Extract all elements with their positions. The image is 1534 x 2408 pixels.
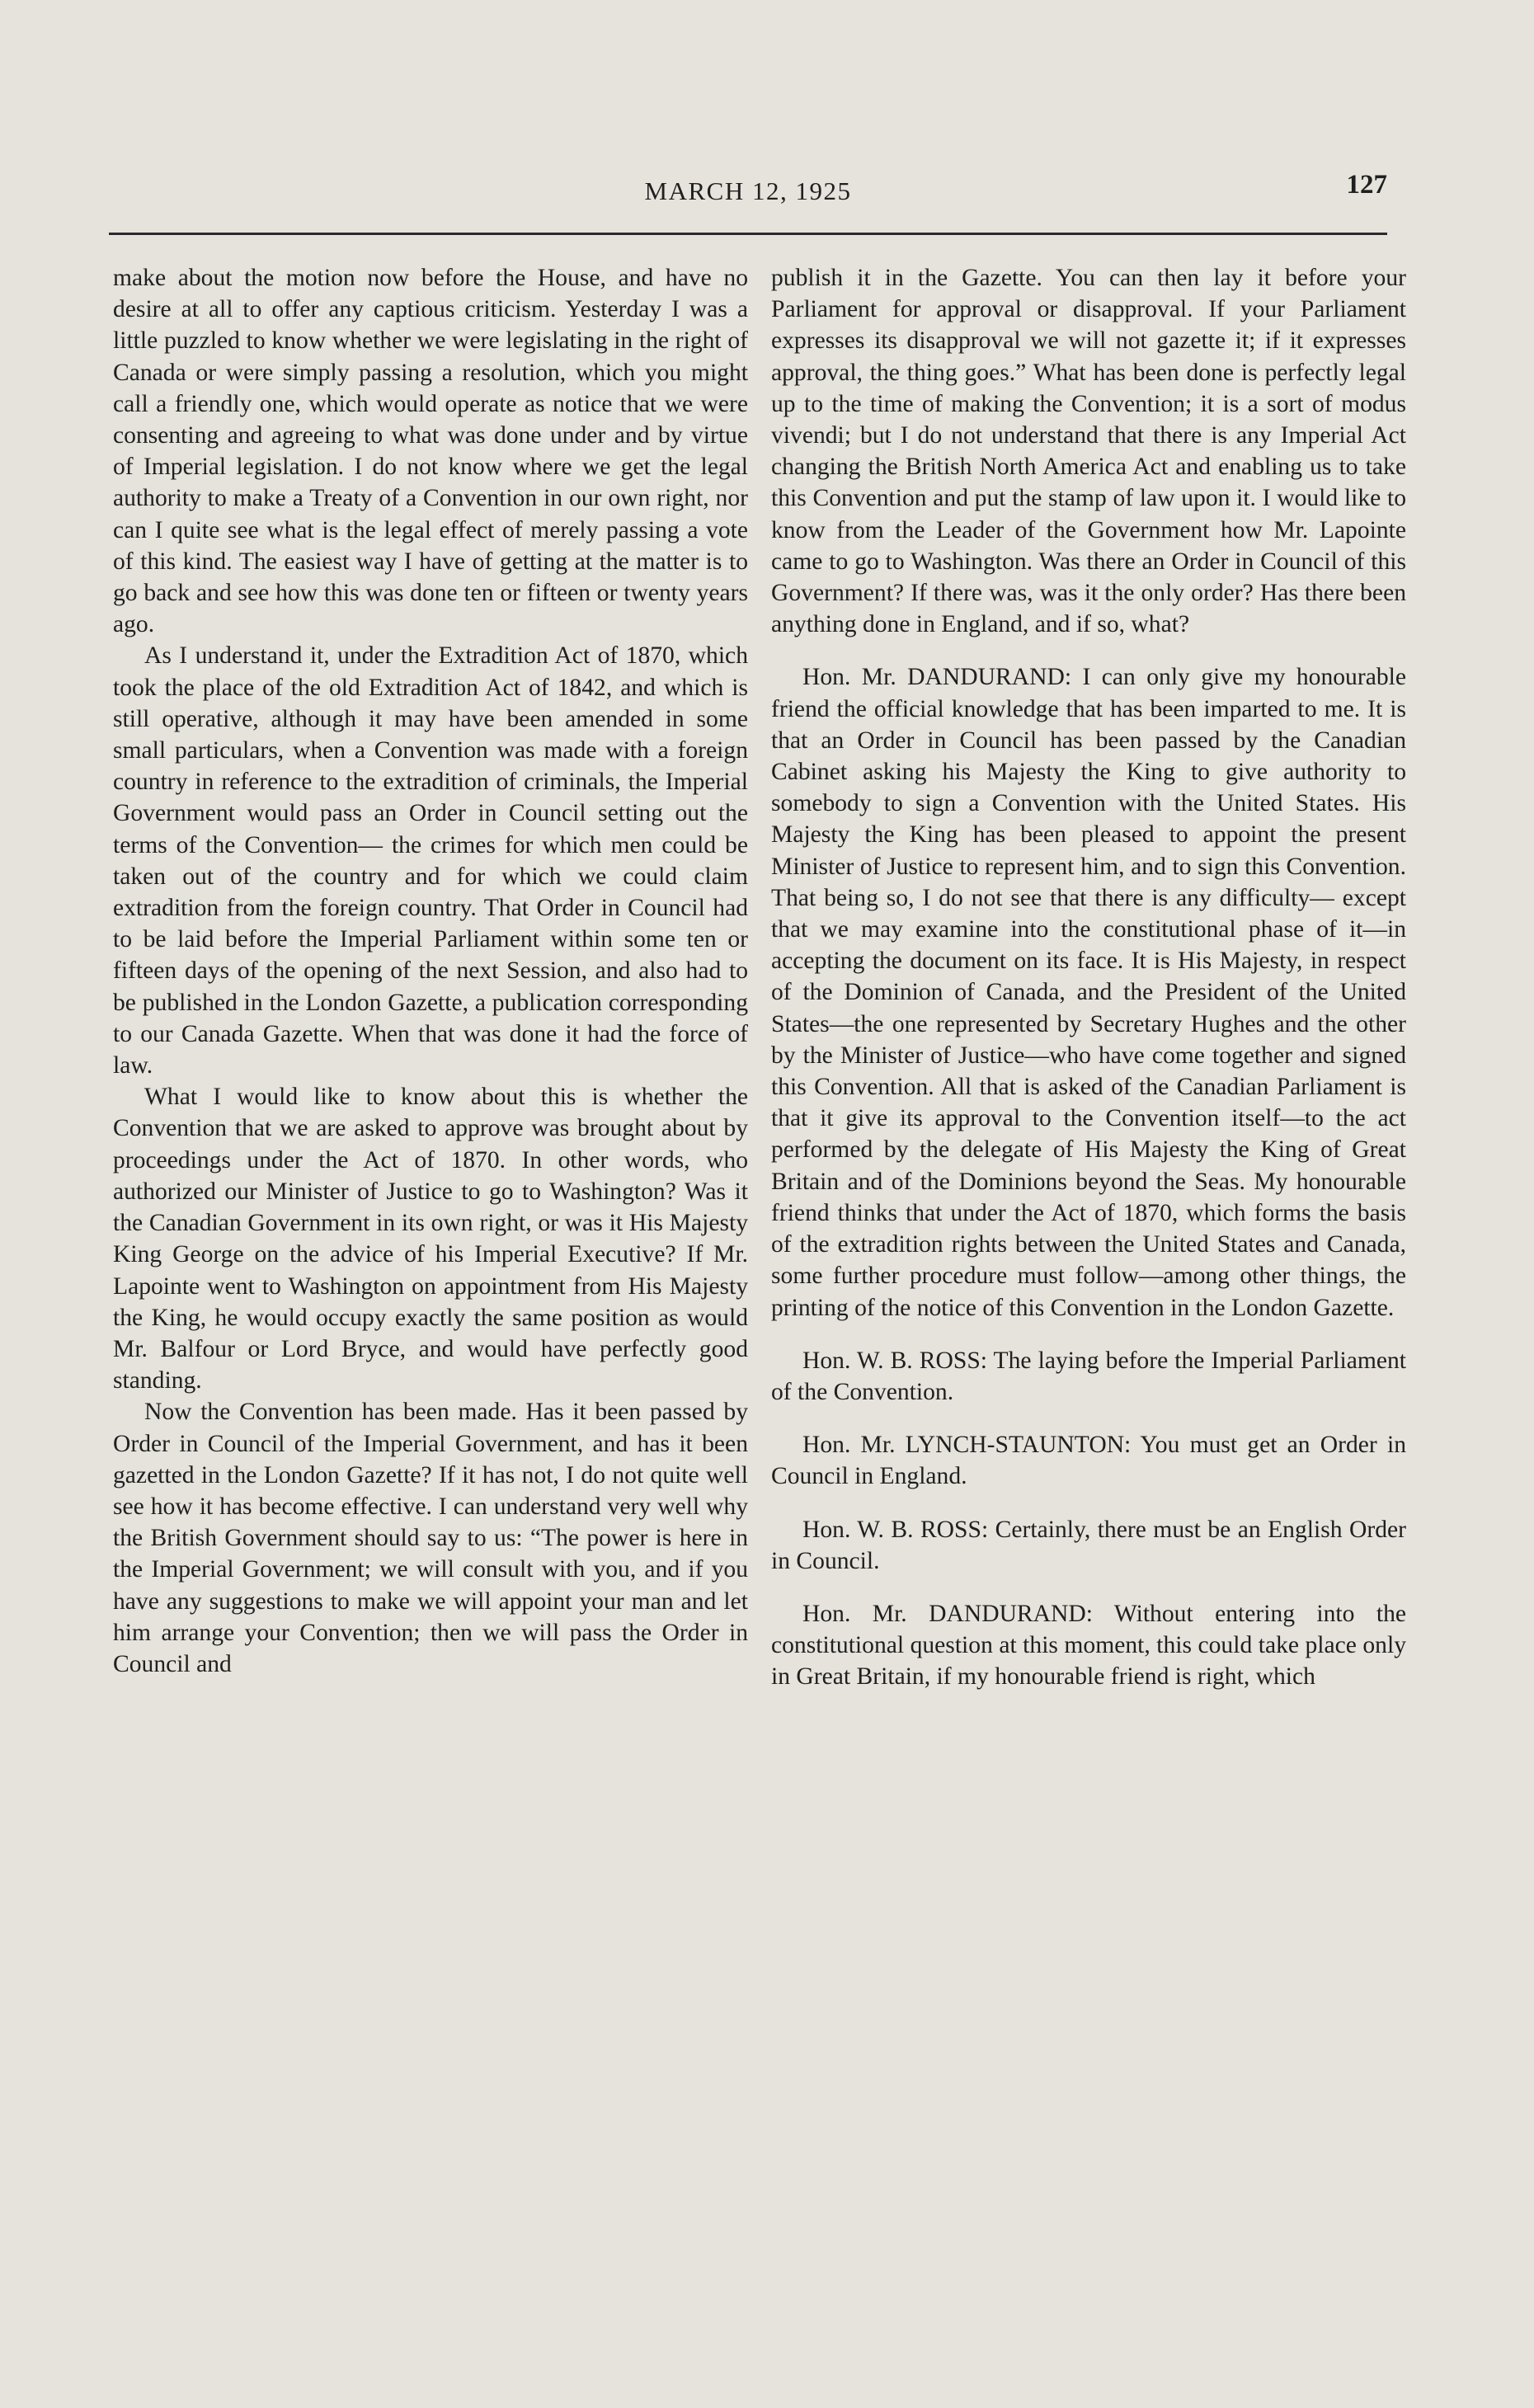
speech-ross: Hon. W. B. ROSS: Certainly, there must be an English Order in Council. [771, 1516, 1406, 1574]
paragraph: As I understand it, under the Extradition Act of 1870, which took the place of the old Extradition Act of 1842, and which is still operative, although it may have been amended in some small particulars, when a Convention was made with a foreign country in reference to the extradition of criminals, the Imperial Government would pass an Order in Council setting out the terms of the Convention— the crimes for which men could be taken out of the country and for which we could claim extradition from the foreign country. That Order in Council had to be laid before the Imperial Parliament within some ten or fifteen days of the opening of the next Session, and also had to be published in the London Gazette, a publication corresponding to our Canada Gazette. When that was done it had the force of law. [113, 642, 748, 1079]
speech-ross: Hon. W. B. ROSS: The laying before the Imperial Parliament of the Convention. [771, 1347, 1406, 1405]
header-rule [109, 233, 1387, 235]
right-column [771, 262, 1406, 1693]
speech-dandurand: Hon. Mr. DANDURAND: Without entering into the constitutional question at this moment, this could take place only in Great Britain, if my honourable friend is right, which [771, 1600, 1406, 1691]
speech-dandurand: Hon. Mr. DANDURAND: I can only give my honourable friend the official knowledge that has been imparted to me. It is that an Order in Council has been passed by the Canadian Cabinet asking his Majesty the King to give authority to somebody to sign a Convention with the United States. His Majesty the King has been pleased to appoint the present Minister of Justice to represent him, and to sign this Convention. That being so, I do not see that there is any difficulty— except that we may examine into the constitutional phase of it—in accepting the document on its face. It is His Majesty, in respect of the Dominion of Canada, and the President of the United States—the one represented by Secretary Hughes and the other by the Minister of Justice—who have come together and signed this Convention. All that is asked of the Canadian Parliament is that it give its approval to the Convention itself—to the act performed by the delegate of His Majesty the King of Great Britain and of the Dominions beyond the Seas. My honourable friend thinks that under the Act of 1870, which forms the basis of the extradition rights between the United States and Canada, some further procedure must follow—among other things, the printing of the notice of this Convention in the London Gazette. [771, 664, 1406, 1321]
page-number: 127 [1346, 170, 1387, 200]
paragraph: publish it in the Gazette. You can then lay it before your Parliament for approval or disapproval. If your Parliament expresses its disapproval we will not gazette it; if it expresses approval, the thing goes.” What has been done is perfectly legal up to the time of making the Convention; it is a sort of modus vivendi; but I do not understand that there is any Imperial Act changing the British North America Act and enabling us to take this Convention and put the stamp of law upon it. I would like to know from the Leader of the Government how Mr. Lapointe came to go to Washington. Was there an Order in Council of this Government? If there was, was it the only order? Has there been anything done in England, and if so, what? [771, 265, 1406, 638]
left-column [113, 262, 748, 1680]
paragraph: make about the motion now before the House, and have no desire at all to offer any captious criticism. Yesterday I was a little puzzled to know whether we were legislating in the right of Canada or were simply passing a resolution, which you might call a friendly one, which would operate as notice that we were consenting and agreeing to what was done under and by virtue of Imperial legislation. I do not know where we get the legal authority to make a Treaty of a Convention in our own right, nor can I quite see what is the legal effect of merely passing a vote of this kind. The easiest way I have of getting at the matter is to go back and see how this was done ten or fifteen or twenty years ago. [113, 265, 748, 638]
paragraph: What I would like to know about this is whether the Convention that we are asked to approve was brought about by proceedings under the Act of 1870. In other words, who authorized our Minister of Justice to go to Washington? Was it the Canadian Government in its own right, or was it His Majesty King George on the advice of his Imperial Executive? If Mr. Lapointe went to Washington on appointment from His Majesty the King, he would occupy exactly the same position as would Mr. Balfour or Lord Bryce, and would have perfectly good standing. [113, 1084, 748, 1394]
paragraph: Now the Convention has been made. Has it been passed by Order in Council of the Imperial Government, and has it been gazetted in the London Gazette? If it has not, I do not quite well see how it has become effective. I can understand very well why the British Government should say to us: “The power is here in the Imperial Government; we will consult with you, and if you have any suggestions to make we will appoint your man and let him arrange your Convention; then we will pass the Order in Council and [113, 1399, 748, 1677]
running-head-date: MARCH 12, 1925 [644, 176, 852, 205]
speech-lynch-staunton: Hon. Mr. LYNCH-STAUNTON: You must get an Order in Council in England. [771, 1432, 1406, 1490]
page-header [109, 165, 1387, 224]
